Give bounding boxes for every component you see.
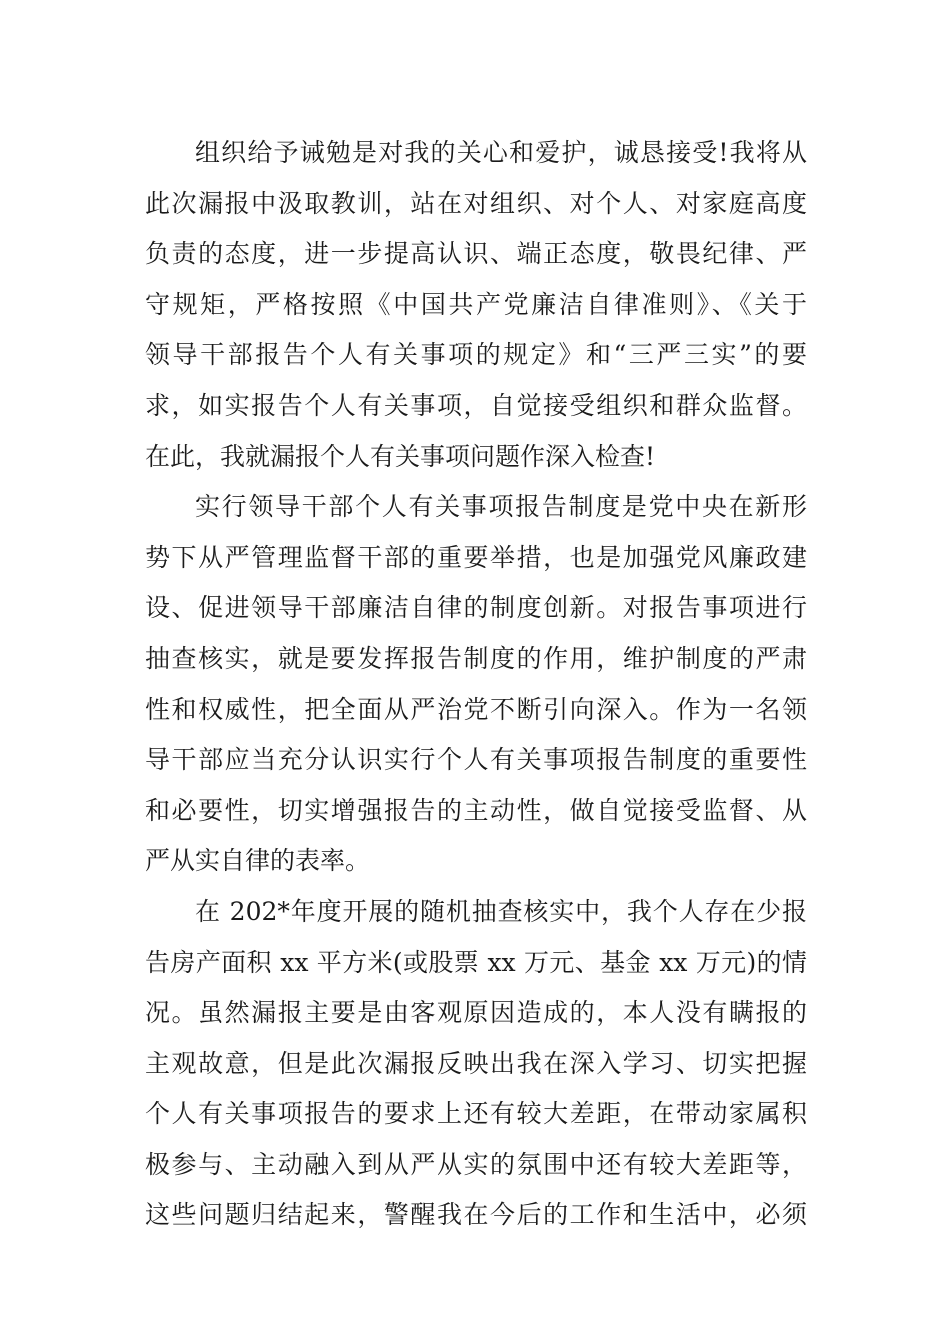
text-line: 况。虽然漏报主要是由客观原因造成的，本人没有瞒报的 (145, 998, 807, 1028)
paragraph-1 (145, 128, 807, 482)
text-line: 设、促进领导干部廉洁自律的制度创新。对报告事项进行 (145, 593, 807, 623)
text-line: 抽查核实，就是要发挥报告制度的作用，维护制度的严肃 (145, 643, 807, 673)
text-line: 和必要性，切实增强报告的主动性，做自觉接受监督、从 (145, 795, 807, 825)
text-line: 在 202*年度开展的随机抽查核实中，我个人存在少报 (195, 896, 807, 926)
text-line: 在此，我就漏报个人有关事项问题作深入检查! (145, 441, 656, 471)
paragraph-3 (145, 887, 807, 1241)
text-line: 组织给予诫勉是对我的关心和爱护，诚恳接受!我将从 (195, 138, 807, 167)
text-line: 个人有关事项报告的要求上还有较大差距，在带动家属积 (145, 1099, 807, 1129)
text-line: 这些问题归结起来，警醒我在今后的工作和生活中，必须 (145, 1200, 807, 1230)
text-line: 负责的态度，进一步提高认识、端正态度，敬畏纪律、严 (145, 239, 807, 269)
text-line: 告房产面积 xx 平方米(或股票 xx 万元、基金 xx 万元)的情 (145, 947, 807, 977)
text-line: 势下从严管理监督干部的重要举措，也是加强党风廉政建 (145, 542, 807, 572)
text-line: 性和权威性，把全面从严治党不断引向深入。作为一名领 (145, 694, 807, 724)
text-line: 极参与、主动融入到从严从实的氛围中还有较大差距等， (145, 1149, 807, 1179)
text-line: 主观故意，但是此次漏报反映出我在深入学习、切实把握 (145, 1048, 807, 1078)
paragraph-2 (145, 482, 807, 887)
text-line: 实行领导干部个人有关事项报告制度是党中央在新形 (195, 492, 807, 522)
text-line: 严从实自律的表率。 (145, 846, 371, 876)
text-line: 领导干部报告个人有关事项的规定》和“三严三实”的要 (145, 340, 807, 370)
text-line: 守规矩，严格按照《中国共产党廉洁自律准则》、《关于 (145, 289, 807, 319)
text-line: 求，如实报告个人有关事项，自觉接受组织和群众监督。 (145, 390, 807, 420)
text-line: 此次漏报中汲取教训，站在对组织、对个人、对家庭高度 (145, 188, 807, 218)
text-line: 导干部应当充分认识实行个人有关事项报告制度的重要性 (145, 745, 807, 775)
document-body (145, 128, 807, 1241)
